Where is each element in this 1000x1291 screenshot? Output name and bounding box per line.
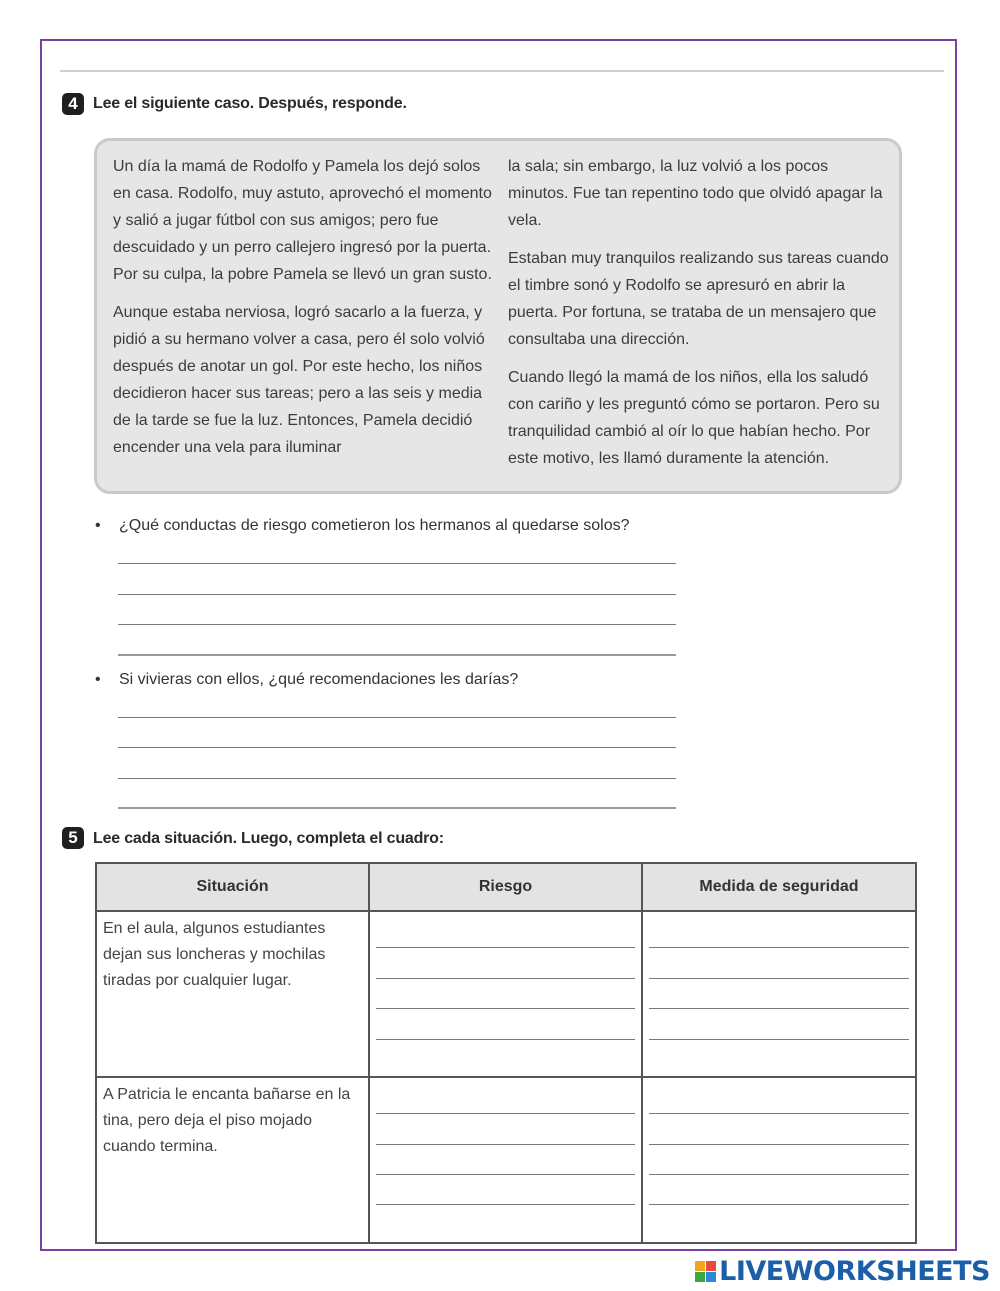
answer-line-q1[interactable] [118,594,676,595]
question-2-text: Si vivieras con ellos, ¿qué recomendaciones les darías? [119,671,519,688]
case-paragraph: Aunque estaba nerviosa, logró sacarlo a la fuerza, y pidió a su hermano volver a casa, pero él solo volvió después de anotar un gol. Por este hecho, los niños decidieron hacer sus tareas; pero a las seis y media de la tarde se fue la luz. Entonces, Pamela decidió encender una vela para iluminar [113,304,485,456]
risk-cell[interactable] [369,1077,642,1243]
case-paragraph: Estaban muy tranquilos realizando sus tareas cuando el timbre sonó y Rodolfo se apresuró en abrir la puerta. Por fortuna, se trataba de un mensajero que consultaba una dirección. [508,250,889,348]
situation-cell [96,911,369,1077]
safety-measure-cell[interactable] [642,911,916,1077]
column-header-medida: Medida de seguridad [642,863,916,911]
liveworksheets-logo[interactable] [695,1256,990,1287]
answer-line-risk[interactable] [376,1008,635,1009]
logo-text: LIVEWORKSHEETS [719,1256,990,1287]
answer-line-measure[interactable] [649,1113,909,1114]
answer-line-risk[interactable] [376,1174,635,1175]
answer-line-q1[interactable] [118,563,676,564]
question-1-text: ¿Qué conductas de riesgo cometieron los hermanos al quedarse solos? [119,517,630,534]
safety-measure-cell[interactable] [642,1077,916,1243]
situation-text: En el aula, algunos estudiantes dejan sus loncheras y mochilas tiradas por cualquier lugar. [103,920,326,989]
liveworksheets-logo-icon [695,1261,716,1282]
answer-line-q2[interactable] [118,807,676,809]
exercise-number-5: 5 [62,827,84,849]
answer-line-risk[interactable] [376,978,635,979]
case-column-left [113,153,493,472]
case-column-right [508,153,893,483]
answer-line-measure[interactable] [649,1039,909,1040]
answer-line-risk[interactable] [376,1204,635,1205]
answer-line-q1[interactable] [118,624,676,625]
situations-table [95,862,917,1244]
bullet: • [95,671,101,688]
exercise-number-4: 4 [62,93,84,115]
table-row [96,911,916,1077]
case-paragraph: la sala; sin embargo, la luz volvió a los pocos minutos. Fue tan repentino todo que olvidó apagar la vela. [508,158,883,229]
answer-line-risk[interactable] [376,1144,635,1145]
bullet: • [95,517,101,534]
question-2 [95,671,518,689]
answer-line-q2[interactable] [118,778,676,779]
answer-line-q2[interactable] [118,747,676,748]
table-row [96,1077,916,1243]
case-paragraph: Cuando llegó la mamá de los niños, ella los saludó con cariño y les preguntó cómo se portaron. Pero su tranquilidad cambió al oír lo que habían hecho. Por este motivo, les llamó duramente la atención. [508,369,880,467]
answer-line-measure[interactable] [649,1008,909,1009]
table-header-row [96,863,916,911]
exercise-4-heading: Lee el siguiente caso. Después, responde. [93,95,407,112]
case-text-box [94,138,902,494]
answer-line-risk[interactable] [376,947,635,948]
answer-line-measure[interactable] [649,947,909,948]
risk-cell[interactable] [369,911,642,1077]
exercise-5-heading: Lee cada situación. Luego, completa el cuadro: [93,830,444,847]
situation-cell [96,1077,369,1243]
column-header-situacion: Situación [96,863,369,911]
situation-text: A Patricia le encanta bañarse en la tina, pero deja el piso mojado cuando termina. [103,1086,351,1155]
answer-line-q2[interactable] [118,717,676,718]
answer-line-measure[interactable] [649,978,909,979]
answer-line-q1[interactable] [118,654,676,656]
case-paragraph: Un día la mamá de Rodolfo y Pamela los dejó solos en casa. Rodolfo, muy astuto, aprovechó el momento y salió a jugar fútbol con sus amigos; pero fue descuidado y un perro callejero ingresó por la puerta. Por su culpa, la pobre Pamela se llevó un gran susto. [113,158,492,283]
question-1 [95,517,630,535]
answer-line-risk[interactable] [376,1039,635,1040]
answer-line-measure[interactable] [649,1174,909,1175]
answer-line-measure[interactable] [649,1144,909,1145]
column-header-riesgo: Riesgo [369,863,642,911]
top-divider [60,70,944,72]
answer-line-measure[interactable] [649,1204,909,1205]
answer-line-risk[interactable] [376,1113,635,1114]
